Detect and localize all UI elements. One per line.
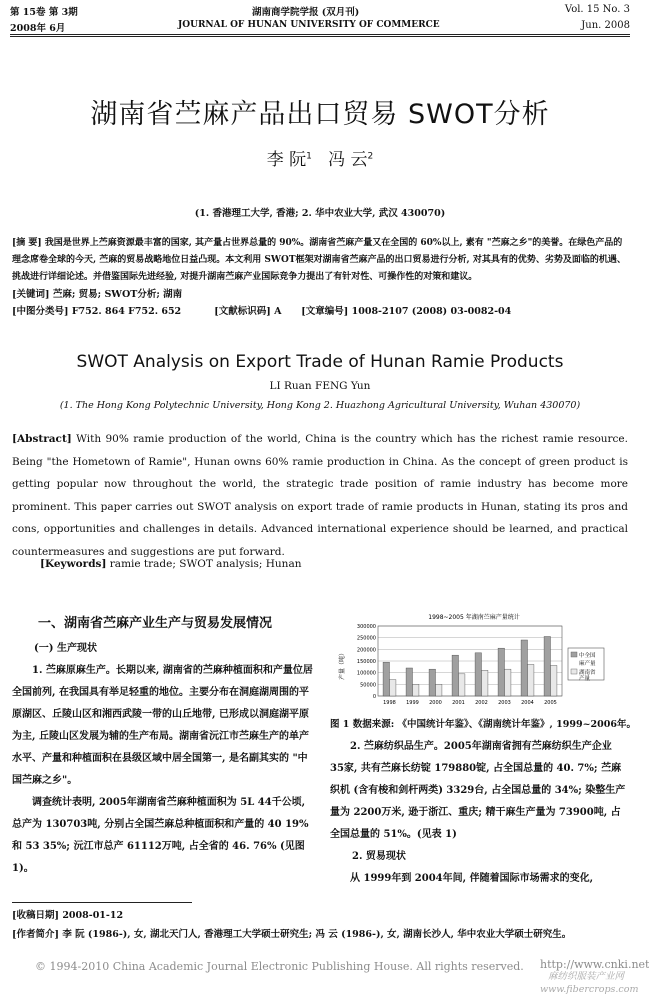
id-value: 1008-2107 (2008) 03-0082-04 xyxy=(351,306,512,317)
chart-bar-hunan-2004 xyxy=(528,665,534,697)
chart-bar-national-1998 xyxy=(383,662,389,696)
subsection-heading-trade: 2. 贸易现状 xyxy=(352,851,406,862)
chart-y-tick-label: 150000 xyxy=(356,659,376,665)
chart-x-tick-label: 2001 xyxy=(452,700,465,706)
chart-x-tick-label: 2005 xyxy=(544,700,557,706)
header-rule-2 xyxy=(10,36,630,37)
figure-1 xyxy=(340,610,608,710)
chart-bar-hunan-2005 xyxy=(551,666,557,696)
chart-bar-national-1999 xyxy=(406,668,412,696)
article-title-en: SWOT Analysis on Export Trade of Hunan Ramie Products xyxy=(76,352,564,372)
header-rule xyxy=(10,34,630,35)
chart-x-tick-label: 1998 xyxy=(383,700,396,706)
affiliation-en: (1. The Hong Kong Polytechnic University, Hong Kong 2. Huazhong Agricultural University, Wuhan 430070) xyxy=(59,400,581,411)
abstract-en-label: [Abstract] xyxy=(12,433,72,445)
section-heading-1: 一、湖南省苎麻产业生产与贸易发展情况 xyxy=(38,616,273,631)
chart-y-axis-label: 产量（吨） xyxy=(339,649,346,681)
subsection-heading-production: (一) 生产现状 xyxy=(34,643,97,654)
chart-bar-national-2001 xyxy=(452,655,458,696)
chart-y-tick-label: 250000 xyxy=(356,635,376,642)
received-date-line xyxy=(12,906,626,925)
keywords-en xyxy=(40,558,301,570)
classification-line xyxy=(12,303,626,320)
cls-label: [中图分类号] xyxy=(12,306,69,317)
legend-label-2: 麻产量 xyxy=(579,661,596,667)
issue-date: 2008年 6月 xyxy=(10,23,66,34)
left-column xyxy=(12,638,317,880)
chart-y-tick-label: 100000 xyxy=(356,670,376,677)
paragraph-statistics: 调查统计表明, 2005年湖南省苎麻种植面积为 5L 44千公顷, 总产为 130703吨, 分别占全国苎麻总种植面积和产量的 40 19%和 53 35%; 沅江市总产 61112万吨, 占全省的 46. 76% (见图 1)。 xyxy=(12,797,309,874)
legend-swatch-national xyxy=(571,652,577,657)
bio-label: [作者简介] xyxy=(12,929,59,940)
chart-y-tick-label: 0 xyxy=(372,694,376,700)
chart-y-tick-label: 300000 xyxy=(356,624,376,630)
chart-x-tick-label: 2002 xyxy=(475,700,488,706)
legend-label-4: 产量 xyxy=(579,676,591,682)
doc-label: [文献标识码] xyxy=(214,306,271,317)
keywords-cn xyxy=(12,286,626,303)
keywords-en-text: ramie trade; SWOT analysis; Hunan xyxy=(106,558,302,570)
issue-date-en: Jun. 2008 xyxy=(581,20,630,31)
copyright-notice: © 1994-2010 China Academic Journal Electronic Publishing House. All rights reserved. xyxy=(35,960,524,973)
keywords-cn-label: [关键词] xyxy=(12,289,50,300)
chart-bar-hunan-2002 xyxy=(482,670,488,696)
authors-cn xyxy=(0,145,640,170)
volume-number: Vol. 15 No. 3 xyxy=(564,4,630,15)
figure-caption: 图 1 数据来源: 《中国统计年鉴》、《湖南统计年鉴》, 1999~2006年。 xyxy=(330,719,636,730)
chart-bar-hunan-2001 xyxy=(459,674,465,696)
article-title-cn: 湖南省苎麻产品出口贸易 SWOT分析 xyxy=(90,99,550,130)
keywords-en-label: [Keywords] xyxy=(40,558,107,570)
bio-text: 李 阮 (1986-), 女, 湖北天门人, 香港理工大学硕士研究生; 冯 云 (1986-), 女, 湖南长沙人, 华中农业大学硕士研究生。 xyxy=(62,929,572,940)
chart-bar-hunan-2000 xyxy=(436,684,442,696)
production-bar-chart xyxy=(340,610,608,710)
legend-label-1: 中全国 xyxy=(579,653,596,659)
abstract-cn-label: [摘 要] xyxy=(12,238,42,248)
abstract-en xyxy=(12,428,628,564)
chart-y-tick-label: 200000 xyxy=(356,647,376,654)
chart-bar-national-2003 xyxy=(498,648,504,696)
author-1-sup: 1 xyxy=(306,151,312,162)
chart-bar-national-2005 xyxy=(544,637,550,697)
received-label: [收稿日期] xyxy=(12,910,59,921)
chart-title: 1998~2005 年湖南苎麻产量统计 xyxy=(428,614,520,621)
affiliation-cn: (1. 香港理工大学, 香港; 2. 华中农业大学, 武汉 430070) xyxy=(194,208,446,219)
website-link[interactable]: http://www.cnki.net xyxy=(540,958,649,971)
author-1-name: 李 阮 xyxy=(266,150,307,170)
paragraph-ramie-production: 1. 苎麻原麻生产。长期以来, 湖南省的苎麻种植面积和产量位居全国前列, 在我国具有举足轻重的地位。主要分布在洞庭湖周围的平原湖区、丘陵山区和湘西武陵一带的山丘地带, 已形成以洞庭湖平原为主, 丘陵山区发展为辅的生产布局。湖南省沅江市苎麻生产的单产水平、产量和种植面积在县级区域中居全国第一, 是名副其实的 "中国苎麻之乡"。 xyxy=(12,665,313,786)
chart-x-tick-label: 2004 xyxy=(521,700,534,706)
right-column xyxy=(330,736,626,890)
abstract-cn-text: 我国是世界上苎麻资源最丰富的国家, 其产量占世界总量的 90%。湖南省苎麻产量又在全国的 60%以上, 素有 "苎麻之乡"的美誉。在绿色产品的理念席卷全球的今天, 苎麻的贸易战略地位日益凸现。本文利用 SWOT框架对湖南省苎麻产品的出口贸易进行分析, 对其具有的优势、劣势及面临的机遇、挑战进行详细论述。并借鉴国际先进经验, 对提升湖南苎麻产业国际竞争力提出了有针对性、可操作性的对策和建议。 xyxy=(12,238,626,282)
footnote-rule xyxy=(12,902,192,903)
doc-value: A xyxy=(274,306,282,317)
legend-label-3: 湖南省 xyxy=(579,670,596,676)
chart-bar-national-2000 xyxy=(429,669,435,696)
authors-en: LI Ruan FENG Yun xyxy=(269,380,371,392)
journal-name-cn: 湖南商学院学报 (双月刊) xyxy=(252,7,360,18)
abstract-en-text: With 90% ramie production of the world, China is the country which has the richest ramie resource. Being "the Hometown of Ramie", Hunan owns 60% ramie production in China. As the concept of green product is getting popular now throughout the world, the strategic trade position of ramie industry has become more prominent. This paper carries out SWOT analysis on export trade of ramie products in Hunan, stating its pros and cons, opportunities and challenges in details. Advanced international experience should be learned, and practical countermeasures and suggestions are put forward. xyxy=(12,433,628,558)
watermark-cn: 麻纺织服装产业网 xyxy=(548,971,625,982)
author-2-sup: 2 xyxy=(367,151,374,162)
watermark-url: www.fibercrops.com xyxy=(540,984,639,995)
author-bio-line xyxy=(12,925,626,944)
chart-bar-hunan-1999 xyxy=(413,684,419,696)
chart-x-tick-label: 2003 xyxy=(498,700,511,706)
footnote xyxy=(12,906,626,944)
author-2-name: 冯 云 xyxy=(328,150,368,170)
received-date: 2008-01-12 xyxy=(62,910,124,921)
chart-x-tick-label: 1999 xyxy=(406,700,419,706)
paragraph-textile-production: 2. 苎麻纺织品生产。2005年湖南省拥有苎麻纺织生产企业 35家, 共有苎麻长纺锭 179880锭, 占全国总量的 40. 7%; 苎麻织机 (含有梭和剑杆两类) 3329台, 占全国总量的 34%; 染整生产量为 2200万米, 逊于浙江、重庆; 精干麻生产量为 73900吨, 占全国总量的 51%。(见表 1) xyxy=(330,741,626,840)
paragraph-trade: 从 1999年到 2004年间, 伴随着国际市场需求的变化, xyxy=(350,873,594,884)
chart-bar-national-2002 xyxy=(475,653,481,696)
journal-name-en: JOURNAL OF HUNAN UNIVERSITY OF COMMERCE xyxy=(178,20,440,30)
abstract-cn xyxy=(12,235,626,320)
chart-y-tick-label: 50000 xyxy=(360,682,376,689)
id-label: [文章编号] xyxy=(301,306,349,317)
chart-x-tick-label: 2000 xyxy=(429,700,442,706)
cls-value: F752. 864 F752. 652 xyxy=(71,306,182,317)
legend-swatch-hunan xyxy=(571,669,577,674)
issue-number: 第 15卷 第 3期 xyxy=(10,7,78,18)
chart-bar-national-2004 xyxy=(521,640,527,696)
chart-bar-hunan-2003 xyxy=(505,669,511,696)
keywords-cn-text: 苎麻; 贸易; SWOT分析; 湖南 xyxy=(52,289,183,300)
chart-bar-hunan-1998 xyxy=(390,680,396,696)
